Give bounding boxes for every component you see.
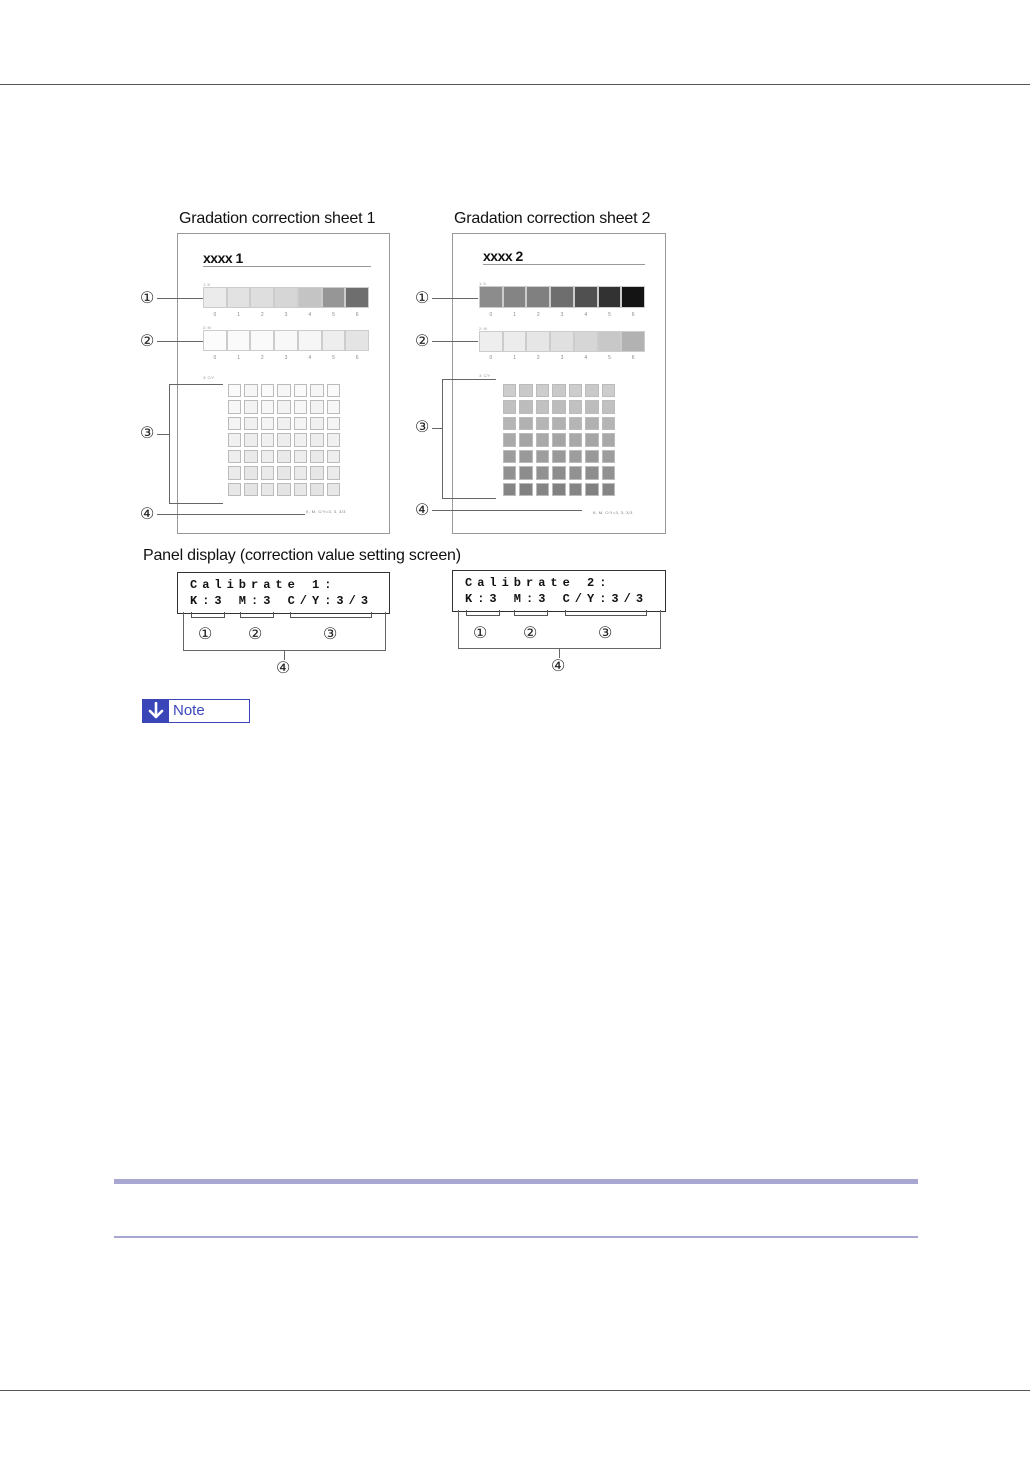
- gradation-patch: [550, 286, 574, 308]
- sheet-1-callout-3: ③: [140, 425, 155, 442]
- gradation-patch: [621, 331, 645, 352]
- strip-number: 1: [237, 355, 240, 361]
- grid-patch: [261, 466, 274, 479]
- grid-patch: [602, 400, 615, 413]
- grid-patch: [244, 433, 257, 446]
- grid-patch: [602, 466, 615, 479]
- grid-patch: [277, 466, 290, 479]
- grid-patch: [585, 483, 598, 496]
- panel-1-outer-stem: [284, 650, 285, 660]
- grid-patch: [294, 466, 307, 479]
- gradation-patch: [274, 287, 298, 308]
- panel-1-outer-left: [183, 612, 184, 650]
- gradation-patch: [250, 287, 274, 308]
- gradation-patch: [574, 286, 598, 308]
- grid-patch: [277, 384, 290, 397]
- gradation-patch: [550, 331, 574, 352]
- grid-patch: [294, 417, 307, 430]
- grid-patch: [585, 417, 598, 430]
- sheet-1-name-underline: [203, 266, 371, 267]
- grid-patch: [277, 433, 290, 446]
- strip-number: 5: [332, 312, 335, 318]
- grid-patch: [503, 483, 516, 496]
- grid-patch: [569, 433, 582, 446]
- sheet-1-leader-1: [157, 298, 203, 299]
- panel-2-bracket-1: [466, 610, 500, 616]
- panel-2-line2: K:3 M:3 C/Y:3/3: [465, 592, 649, 606]
- strip-number: 6: [631, 312, 635, 318]
- sheet-2-caption: Gradation correction sheet 2: [454, 210, 651, 227]
- grid-patch: [261, 483, 274, 496]
- grid-patch: [244, 483, 257, 496]
- gradation-patch: [503, 286, 527, 308]
- grid-patch: [327, 384, 340, 397]
- grid-patch: [228, 483, 241, 496]
- grid-patch: [569, 384, 582, 397]
- top-page-rule: [0, 84, 1030, 85]
- gradation-patch: [322, 330, 346, 351]
- sheet-1-row1-label: 1: K: [203, 282, 211, 287]
- panel-1-bracket-3: [290, 612, 372, 618]
- grid-patch: [327, 450, 340, 463]
- grid-patch: [294, 384, 307, 397]
- grid-patch: [536, 450, 549, 463]
- panel-1-bracket-1: [191, 612, 225, 618]
- strip-number: 4: [308, 312, 312, 318]
- sheet-2-name-underline: [483, 264, 645, 265]
- grid-patch: [228, 450, 241, 463]
- grid-patch: [310, 433, 323, 446]
- grid-patch: [585, 450, 598, 463]
- grid-patch: [327, 400, 340, 413]
- gradation-patch: [479, 286, 503, 308]
- sheet-1-callout-4: ④: [140, 506, 155, 523]
- grid-patch: [310, 400, 323, 413]
- grid-patch: [569, 417, 582, 430]
- panel-2-bracket-2: [514, 610, 548, 616]
- gradation-patch: [227, 287, 251, 308]
- grid-patch: [244, 466, 257, 479]
- sheet-2-bracket-3: [442, 379, 443, 499]
- grid-patch: [552, 433, 565, 446]
- grid-patch: [552, 450, 565, 463]
- grid-patch: [602, 483, 615, 496]
- grid-patch: [228, 384, 241, 397]
- panel-1-callout-4: ④: [276, 660, 291, 677]
- gradation-patch: [298, 330, 322, 351]
- grid-patch: [244, 450, 257, 463]
- grid-patch: [552, 384, 565, 397]
- sheet-2-callout-4: ④: [415, 502, 430, 519]
- grid-patch: [261, 417, 274, 430]
- gradation-patch: [574, 331, 598, 352]
- sheet-2-m-strip-numbers: [479, 355, 645, 361]
- grid-patch: [327, 483, 340, 496]
- strip-number: 0: [489, 312, 493, 318]
- sheet-1-bracket-3-bottom: [169, 503, 223, 504]
- grid-patch: [602, 384, 615, 397]
- sheet-1-callout-2: ②: [140, 333, 155, 350]
- sheet-2-row1-label: 1: K: [479, 281, 487, 286]
- sheet-2-name: xxxx 2: [483, 248, 523, 264]
- grid-patch: [310, 417, 323, 430]
- sheet-2-leader-1: [432, 298, 478, 299]
- panel-2-outer-left: [458, 610, 459, 648]
- sheet-1-caption: Gradation correction sheet 1: [179, 210, 376, 227]
- grid-patch: [277, 400, 290, 413]
- sheet-1-k-strip-numbers: [203, 312, 369, 318]
- grid-patch: [244, 417, 257, 430]
- sheet-1-k-strip: [203, 287, 369, 308]
- panel-2-callout-1: ①: [473, 625, 488, 642]
- strip-number: 3: [284, 355, 288, 361]
- gradation-patch: [322, 287, 346, 308]
- panel-2-callout-2: ②: [523, 625, 538, 642]
- gradation-patch: [345, 330, 369, 351]
- gradation-patch: [598, 331, 622, 352]
- gradation-patch: [479, 331, 503, 352]
- sheet-1-m-strip: [203, 330, 369, 351]
- grid-patch: [552, 466, 565, 479]
- sheet-2-grid-label: 3: C/Y: [479, 373, 491, 378]
- grid-patch: [327, 466, 340, 479]
- grid-patch: [244, 384, 257, 397]
- grid-patch: [585, 433, 598, 446]
- grid-patch: [228, 433, 241, 446]
- grid-patch: [552, 483, 565, 496]
- strip-number: 1: [513, 312, 516, 318]
- strip-number: 0: [213, 312, 217, 318]
- strip-number: 5: [608, 355, 611, 361]
- sheet-1-row2-label: 2: M: [203, 325, 211, 330]
- grid-patch: [294, 433, 307, 446]
- sheet-1-leader-3: [157, 434, 169, 435]
- panel-1-outer-right: [385, 612, 386, 650]
- panel-1-callout-2: ②: [248, 626, 263, 643]
- sheet-2-bracket-3-top: [442, 379, 496, 380]
- strip-number: 1: [237, 312, 240, 318]
- grid-patch: [536, 384, 549, 397]
- panel-2-callout-3: ③: [598, 625, 613, 642]
- grid-patch: [585, 384, 598, 397]
- grid-patch: [569, 466, 582, 479]
- grid-patch: [519, 433, 532, 446]
- grid-patch: [261, 400, 274, 413]
- panel-1-callout-1: ①: [198, 626, 213, 643]
- sheet-2-callout-1: ①: [415, 290, 430, 307]
- sheet-1-m-strip-numbers: [203, 355, 369, 361]
- grid-patch: [569, 450, 582, 463]
- strip-number: 3: [560, 312, 564, 318]
- sheet-2-cy-grid: [503, 384, 615, 496]
- panel-1-line2: K:3 M:3 C/Y:3/3: [190, 594, 374, 608]
- panel-1-bracket-2: [240, 612, 274, 618]
- grid-patch: [228, 417, 241, 430]
- panel-2-outer-right: [660, 610, 661, 648]
- grid-patch: [585, 400, 598, 413]
- down-arrow-icon: [143, 700, 169, 722]
- gradation-patch: [345, 287, 369, 308]
- gradation-patch: [203, 287, 227, 308]
- gradation-patch: [526, 331, 550, 352]
- grid-patch: [327, 433, 340, 446]
- sheet-2-bracket-3-bottom: [442, 498, 496, 499]
- strip-number: 3: [284, 312, 288, 318]
- strip-number: 6: [631, 355, 635, 361]
- grid-patch: [503, 400, 516, 413]
- strip-number: 4: [584, 355, 588, 361]
- sheet-1-callout-1: ①: [140, 290, 155, 307]
- strip-number: 4: [308, 355, 312, 361]
- panel-1-line1: Calibrate 1:: [190, 578, 337, 592]
- grid-patch: [261, 384, 274, 397]
- grid-patch: [519, 483, 532, 496]
- gradation-patch: [526, 286, 550, 308]
- gradation-patch: [274, 330, 298, 351]
- strip-number: 2: [536, 312, 540, 318]
- gradation-patch: [598, 286, 622, 308]
- strip-number: 2: [536, 355, 540, 361]
- grid-patch: [569, 400, 582, 413]
- gradation-sheet-2: [452, 233, 666, 534]
- strip-number: 5: [332, 355, 335, 361]
- grid-patch: [310, 384, 323, 397]
- sheet-2-callout-2: ②: [415, 333, 430, 350]
- grid-patch: [228, 466, 241, 479]
- grid-patch: [310, 483, 323, 496]
- strip-number: 3: [560, 355, 564, 361]
- sheet-2-leader-3: [432, 428, 442, 429]
- grid-patch: [536, 417, 549, 430]
- strip-number: 6: [355, 355, 359, 361]
- sheet-2-footer: K, M, C/Y=3, 3, 3/3: [593, 510, 633, 515]
- panel-display-1: [177, 572, 390, 614]
- grid-patch: [294, 450, 307, 463]
- panel-2-bracket-3: [565, 610, 647, 616]
- gradation-patch: [621, 286, 645, 308]
- panel-2-callout-4: ④: [551, 658, 566, 675]
- gradation-patch: [503, 331, 527, 352]
- grid-patch: [519, 400, 532, 413]
- sheet-2-k-strip: [479, 286, 645, 308]
- grid-patch: [602, 433, 615, 446]
- strip-number: 2: [260, 355, 264, 361]
- grid-patch: [294, 400, 307, 413]
- grid-patch: [602, 417, 615, 430]
- note-badge: [142, 699, 250, 723]
- grid-patch: [519, 417, 532, 430]
- grid-patch: [294, 483, 307, 496]
- panel-2-outer-stem: [559, 648, 560, 658]
- sheet-1-cy-grid: [228, 384, 340, 496]
- section-rule-top: [114, 1179, 918, 1184]
- panel-caption: Panel display (correction value setting screen): [143, 547, 461, 564]
- grid-patch: [536, 466, 549, 479]
- strip-number: 1: [513, 355, 516, 361]
- grid-patch: [569, 483, 582, 496]
- strip-number: 4: [584, 312, 588, 318]
- grid-patch: [261, 433, 274, 446]
- strip-number: 2: [260, 312, 264, 318]
- bottom-page-rule: [0, 1390, 1030, 1391]
- sheet-1-leader-2: [157, 341, 203, 342]
- grid-patch: [519, 466, 532, 479]
- strip-number: 0: [213, 355, 217, 361]
- panel-2-line1: Calibrate 2:: [465, 576, 612, 590]
- sheet-1-bracket-3: [169, 384, 170, 504]
- grid-patch: [503, 417, 516, 430]
- grid-patch: [519, 450, 532, 463]
- grid-patch: [503, 450, 516, 463]
- grid-patch: [552, 417, 565, 430]
- sheet-2-m-strip: [479, 331, 645, 352]
- sheet-2-row2-label: 2: M: [479, 326, 487, 331]
- sheet-1-bracket-3-top: [169, 384, 223, 385]
- sheet-2-callout-3: ③: [415, 419, 430, 436]
- sheet-1-grid-label: 3: C/Y: [203, 375, 215, 380]
- grid-patch: [536, 433, 549, 446]
- grid-patch: [310, 466, 323, 479]
- note-label: Note: [173, 702, 205, 719]
- grid-patch: [327, 417, 340, 430]
- panel-1-callout-3: ③: [323, 626, 338, 643]
- grid-patch: [244, 400, 257, 413]
- gradation-patch: [298, 287, 322, 308]
- grid-patch: [228, 400, 241, 413]
- grid-patch: [277, 450, 290, 463]
- grid-patch: [277, 483, 290, 496]
- grid-patch: [310, 450, 323, 463]
- gradation-patch: [250, 330, 274, 351]
- sheet-1-leader-4: [157, 514, 305, 515]
- strip-number: 0: [489, 355, 493, 361]
- sheet-2-k-strip-numbers: [479, 312, 645, 318]
- grid-patch: [585, 466, 598, 479]
- sheet-2-leader-4: [432, 510, 582, 511]
- grid-patch: [602, 450, 615, 463]
- grid-patch: [503, 384, 516, 397]
- gradation-patch: [227, 330, 251, 351]
- strip-number: 5: [608, 312, 611, 318]
- grid-patch: [503, 466, 516, 479]
- grid-patch: [536, 483, 549, 496]
- grid-patch: [261, 450, 274, 463]
- grid-patch: [503, 433, 516, 446]
- sheet-1-name: xxxx 1: [203, 250, 243, 266]
- grid-patch: [536, 400, 549, 413]
- grid-patch: [519, 384, 532, 397]
- grid-patch: [277, 417, 290, 430]
- section-rule-bottom: [114, 1236, 918, 1238]
- strip-number: 6: [355, 312, 359, 318]
- panel-display-2: [452, 570, 666, 612]
- grid-patch: [552, 400, 565, 413]
- sheet-1-footer: K, M, C/Y=3, 3, 3/3: [306, 509, 346, 514]
- gradation-patch: [203, 330, 227, 351]
- sheet-2-leader-2: [432, 341, 478, 342]
